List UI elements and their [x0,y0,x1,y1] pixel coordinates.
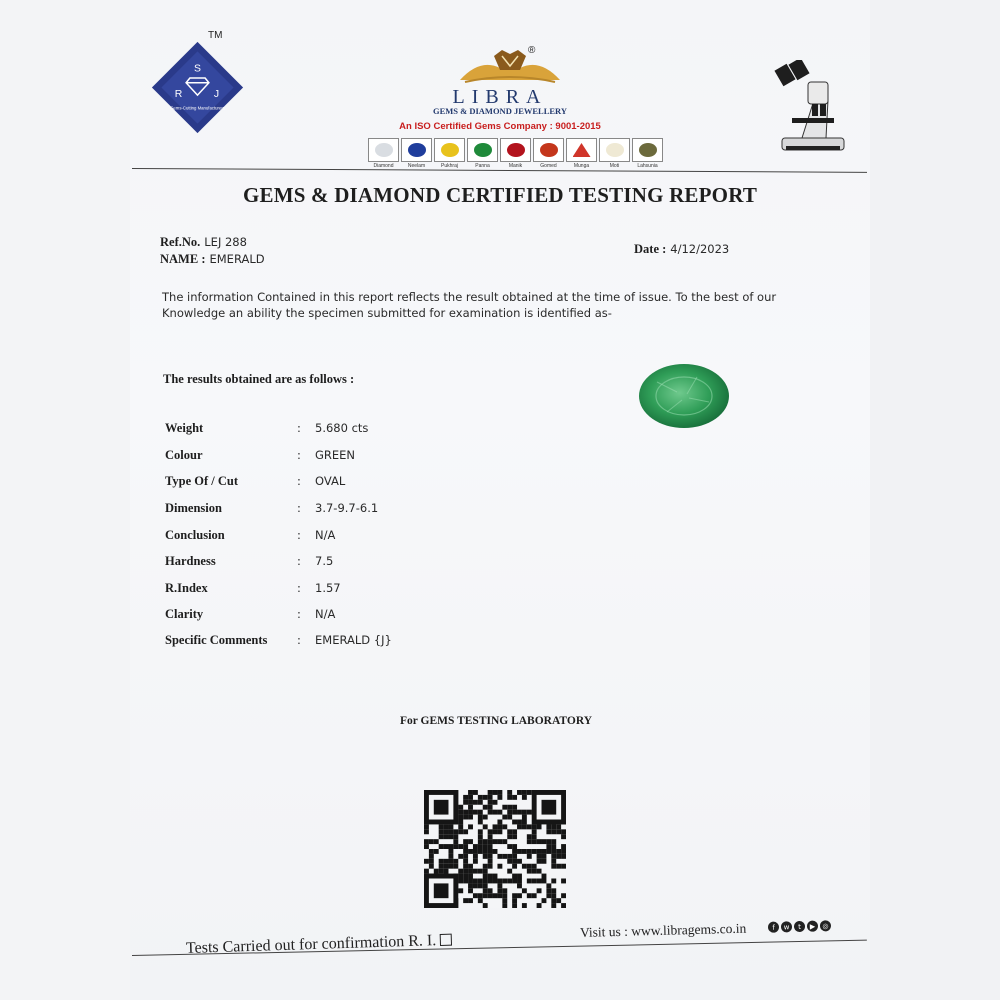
gemstone-swatch [599,138,630,162]
gemstone-swatch [632,138,663,162]
confirmation-checkbox [440,934,452,946]
srj-letter-s: S [194,63,201,75]
gemstone-munga [566,138,597,170]
gemstone-stone [606,143,624,157]
qr-code[interactable] [424,790,566,908]
date-label: Date : [634,242,667,256]
gemstone-stone [573,143,591,157]
result-label: Specific Comments [165,633,268,647]
gemstone-stone [639,143,657,157]
result-label: Hardness [165,554,216,568]
libra-crown-logo [450,48,570,88]
ref-line [160,233,247,251]
result-value: N/A [315,607,336,621]
gemstone-swatch [467,138,498,162]
iso-certification: An ISO Certified Gems Company : 9001-2015 [399,121,601,132]
gemstone-label: Panna [475,163,490,169]
result-value: N/A [315,528,336,542]
results-heading: The results obtained are as follows : [163,372,355,386]
colon: : [297,501,301,515]
gemstone-gomed [533,138,564,170]
trademark-mark: TM [208,30,223,41]
background-left [0,0,130,1000]
gemstone-swatch [368,138,399,162]
gemstone-swatch [434,138,465,162]
colon: : [297,528,301,542]
result-value: 1.57 [315,581,341,595]
youtube-icon[interactable]: ▶ [807,921,818,932]
result-label: R.Index [165,581,208,595]
result-label: Dimension [165,501,222,515]
colon: : [297,474,301,488]
gemstone-manik [500,138,531,170]
twitter-icon[interactable]: t [794,921,805,932]
gemstone-stone [441,143,459,157]
gemstone-label: Munga [573,163,590,169]
colon: : [297,554,301,568]
date-line [634,240,729,258]
date-value: 4/12/2023 [670,242,730,256]
gemstone-swatch [500,138,531,162]
srj-letter-r: R [174,89,183,100]
gemstone-label: Diamond [373,163,394,169]
microscope-icon [772,60,852,160]
gemstone-panna [467,138,498,170]
gemstone-label: Neelam [407,163,426,169]
whatsapp-icon[interactable]: w [781,921,792,932]
result-value: 3.7-9.7-6.1 [315,501,379,515]
result-label: Colour [165,448,203,462]
name-value: EMERALD [209,252,265,266]
name-line [160,250,265,268]
gemstone-stone [507,143,525,157]
gemstone-swatch [401,138,432,162]
result-value: GREEN [315,448,356,462]
instagram-icon[interactable]: ◎ [820,920,831,931]
colon: : [297,633,301,647]
gemstone-diamond [368,138,399,170]
gemstone-stone [540,143,558,157]
intro-paragraph: The information Contained in this report reflects the result obtained at the time of issue. To the best of our Knowledge an ability the specimen submitted for examination is identified as- [162,290,777,320]
result-label: Clarity [165,607,204,621]
facebook-icon[interactable]: f [768,922,779,933]
website-link[interactable]: Visit us : www.libragems.co.in [579,920,747,940]
srj-logo [150,40,245,135]
laboratory-signature-line: For GEMS TESTING LABORATORY [400,715,593,727]
brand-name: LIBRA [452,86,548,108]
result-label: Weight [165,421,204,435]
gemstone-stone [474,143,492,157]
background-right [870,0,1000,1000]
gemstone-moti [599,138,630,170]
result-label: Type Of / Cut [165,474,239,488]
emerald-stone-image [637,362,732,430]
report-title: GEMS & DIAMOND CERTIFIED TESTING REPORT [242,183,758,207]
gemstone-stone [375,143,393,157]
gemstone-lahsunia [632,138,663,170]
gemstone-pukhraj [434,138,465,170]
gemstone-swatch [533,138,564,162]
name-label: NAME : [160,252,206,266]
result-value: EMERALD {J} [315,633,392,647]
gemstone-neelam [401,138,432,170]
registered-mark: ® [528,45,536,56]
result-value: 7.5 [315,554,334,568]
colon: : [297,448,301,462]
gemstone-swatch [566,138,597,162]
ref-value: LEJ 288 [204,235,247,249]
gemstone-strip [368,138,668,170]
result-value: 5.680 cts [315,421,369,435]
gemstone-label: Pukhraj [441,163,458,169]
result-label: Conclusion [165,528,225,542]
tests-text: Tests Carried out for confirmation R. I. [185,932,437,957]
result-value: OVAL [315,474,346,488]
srj-letter-j: J [213,89,220,100]
gemstone-label: Moti [609,163,620,169]
gemstone-label: Lahsunia [637,163,658,169]
brand-subtitle: GEMS & DIAMOND JEWELLERY [432,106,568,116]
colon: : [297,421,301,435]
gemstone-label: Manik [508,163,523,169]
social-icons [768,920,831,933]
colon: : [297,607,301,621]
gemstone-label: Gomed [540,163,557,169]
colon: : [297,581,301,595]
ref-label: Ref.No. [160,235,201,249]
srj-tagline: Gems-Cutting Manufacturers [170,105,225,111]
gemstone-stone [408,143,426,157]
